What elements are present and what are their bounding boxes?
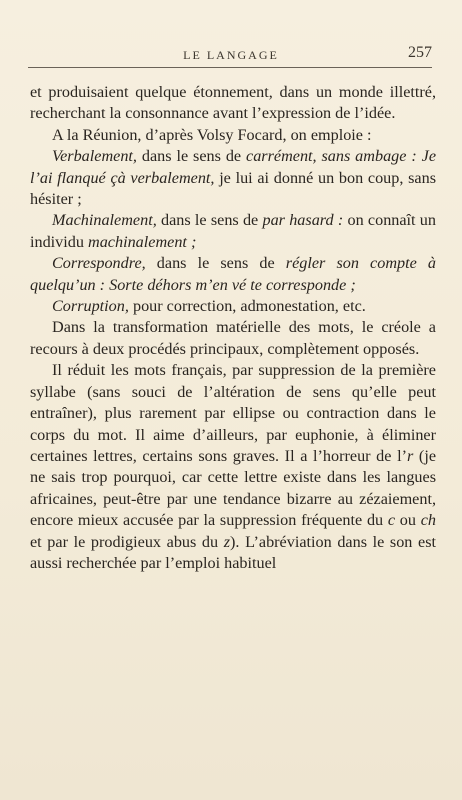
text-run: dans le sens de	[136, 147, 247, 166]
text-run: dans le sens de	[156, 211, 263, 230]
text-run: ou	[395, 511, 421, 530]
paragraph	[30, 82, 436, 125]
paragraph	[30, 253, 436, 296]
text-run: dans le sens de	[145, 254, 286, 273]
italic-text: par hasard :	[262, 211, 344, 230]
italic-text: Corruption,	[52, 297, 129, 316]
page-header	[30, 44, 432, 64]
text-run: (je ne sais trop pourquoi, car cette lettre existe dans les langues africaines, peut-être par une tendance bizarre au zézaiement, encore mieux accusée par la suppression fréquente du	[30, 446, 437, 530]
paragraph	[30, 360, 436, 574]
italic-text: carrément, sans ambage : Je l’ai flanqué çà verbalement,	[30, 147, 437, 187]
paragraph	[30, 125, 436, 146]
paragraph	[30, 317, 436, 360]
text-run: A la Réunion, d’après Volsy Focard, on emploie :	[52, 125, 372, 144]
italic-text: Verbalement,	[52, 147, 137, 166]
italic-text: régler son compte à quelqu’un : Sorte déhors m’en vé te corresponde ;	[30, 254, 436, 294]
italic-text: r	[406, 446, 414, 465]
italic-text: z	[223, 532, 231, 551]
text-run: et par le prodigieux abus du	[30, 532, 224, 551]
text-run: je lui ai donné un bon coup, sans hésiter ;	[30, 168, 436, 209]
page-number: 257	[408, 44, 432, 61]
text-run: pour correction, admonestation, etc.	[128, 297, 366, 316]
text-run: on connaît un individu	[30, 211, 436, 251]
text-run: Dans la transformation matérielle des mots, le créole a recours à deux procédés principaux, complètement opposés.	[30, 318, 436, 358]
italic-text: c	[387, 511, 396, 530]
header-rule	[28, 67, 432, 68]
text-run: et produisaient quelque étonnement, dans un monde illettré, recherchant la consonnance avant l’expression de l’idée.	[30, 83, 436, 123]
paragraph	[30, 296, 436, 317]
text-run: Il réduit les mots français, par suppression de la première syllabe (sans souci de l’altération de sens qu’elle peut entraîner), plus rarement par ellipse ou contraction dans le corps du mot. Il aime d’ailleurs, par euphonie, à éliminer certaines lettres, certains sons graves. Il a l’horreur de l’	[30, 361, 436, 465]
paragraph	[30, 210, 436, 253]
italic-text: machinalement ;	[88, 232, 197, 251]
text-run: ). L’abréviation dans le son est aussi recherchée par l’emploi habituel	[30, 532, 436, 572]
italic-text: ch	[420, 511, 436, 530]
paragraph	[30, 146, 436, 210]
italic-text: Correspondre,	[52, 254, 146, 273]
italic-text: Machinalement,	[52, 211, 157, 230]
running-title: LE LANGAGE	[183, 48, 279, 62]
body-text	[30, 82, 436, 574]
